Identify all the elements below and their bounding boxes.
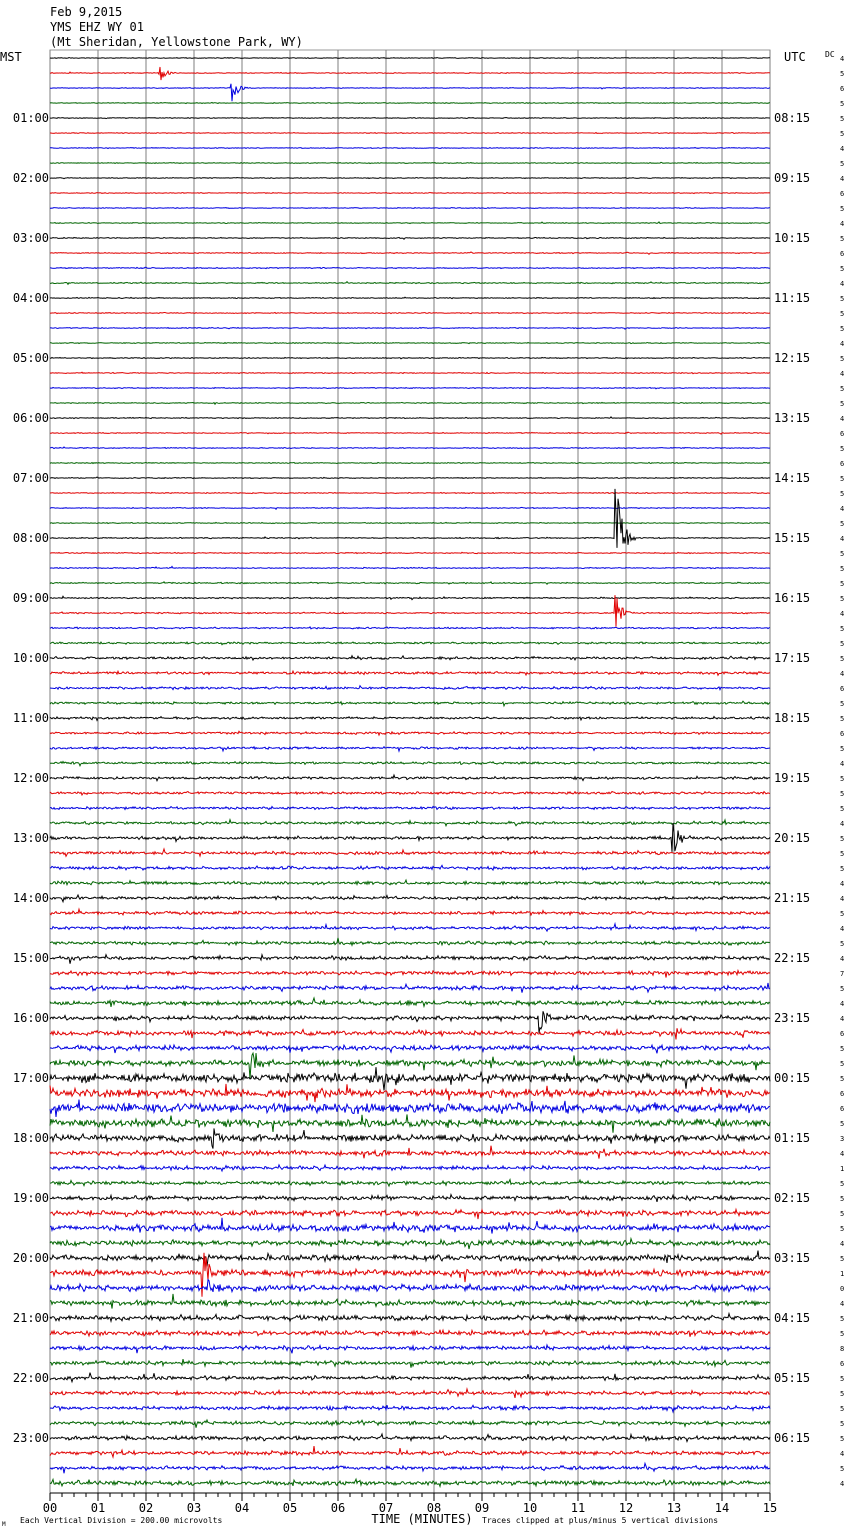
dc-offset-value: 5 (840, 595, 845, 603)
x-tick-label: 11 (570, 1501, 586, 1515)
dc-offset-value: 5 (840, 115, 845, 123)
x-tick-label: 09 (474, 1501, 490, 1515)
mst-hour-label: 03:00 (12, 231, 49, 245)
dc-offset-value: 6 (840, 1090, 845, 1098)
dc-offset-value: 4 (840, 280, 845, 288)
dc-offset-value: 5 (840, 235, 845, 243)
utc-hour-label: 04:15 (774, 1311, 811, 1325)
x-tick-label: 14 (714, 1501, 730, 1515)
dc-offset-value: 5 (840, 1405, 845, 1413)
dc-offset-value: 5 (840, 1045, 845, 1053)
x-tick-label: 01 (90, 1501, 106, 1515)
utc-hour-label: 13:15 (774, 411, 811, 425)
mst-hour-label: 19:00 (12, 1191, 49, 1205)
x-tick-label: 03 (186, 1501, 202, 1515)
utc-hour-label: 20:15 (774, 831, 811, 845)
mst-hour-label: 15:00 (12, 951, 49, 965)
trace-line (50, 58, 770, 59)
mst-hour-label: 17:00 (12, 1071, 49, 1085)
dc-offset-value: 5 (840, 745, 845, 753)
mst-hour-label: 13:00 (12, 831, 49, 845)
utc-hour-label: 08:15 (774, 111, 811, 125)
dc-offset-value: 5 (840, 310, 845, 318)
dc-offset-value: 5 (840, 130, 845, 138)
x-tick-label: 07 (378, 1501, 394, 1515)
mst-hour-label: 06:00 (12, 411, 49, 425)
dc-offset-value: 4 (840, 340, 845, 348)
dc-offset-value: 4 (840, 505, 845, 513)
dc-offset-value: 5 (840, 715, 845, 723)
corner-mark: M (2, 1521, 6, 1528)
utc-hour-label: 02:15 (774, 1191, 811, 1205)
dc-offset-value: 5 (840, 355, 845, 363)
x-tick-label: 12 (618, 1501, 634, 1515)
x-tick-label: 05 (282, 1501, 298, 1515)
x-tick-label: 13 (666, 1501, 682, 1515)
dc-offset-value: 6 (840, 190, 845, 198)
dc-offset-value: 6 (840, 460, 845, 468)
mst-hour-label: 11:00 (12, 711, 49, 725)
dc-offset-value: 5 (840, 1210, 845, 1218)
dc-offset-value: 5 (840, 1330, 845, 1338)
dc-offset-value: 5 (840, 985, 845, 993)
location-label: (Mt Sheridan, Yellowstone Park, WY) (50, 35, 303, 49)
dc-offset-value: 5 (840, 475, 845, 483)
x-tick-label: 08 (426, 1501, 442, 1515)
dc-offset-value: 5 (840, 205, 845, 213)
mst-hour-label: 05:00 (12, 351, 49, 365)
dc-offset-value: 5 (840, 580, 845, 588)
x-tick-label: 04 (234, 1501, 250, 1515)
dc-offset-value: 4 (840, 1300, 845, 1308)
dc-offset-value: 5 (840, 295, 845, 303)
x-tick-label: 02 (138, 1501, 154, 1515)
dc-offset-value: 4 (840, 175, 845, 183)
utc-hour-label: 16:15 (774, 591, 811, 605)
dc-offset-value: 5 (840, 1075, 845, 1083)
trace-line (50, 208, 770, 209)
dc-offset-value: 5 (840, 1120, 845, 1128)
dc-offset-value: 5 (840, 1195, 845, 1203)
mst-hour-label: 23:00 (12, 1431, 49, 1445)
utc-hour-label: 11:15 (774, 291, 811, 305)
mst-hour-label: 07:00 (12, 471, 49, 485)
dc-offset-value: 5 (840, 805, 845, 813)
mst-hour-label: 21:00 (12, 1311, 49, 1325)
mst-hour-label: 08:00 (12, 531, 49, 545)
dc-offset-value: 4 (840, 370, 845, 378)
dc-offset-value: 4 (840, 955, 845, 963)
utc-hour-label: 01:15 (774, 1131, 811, 1145)
dc-offset-value: 5 (840, 100, 845, 108)
dc-offset-value: 4 (840, 820, 845, 828)
utc-hour-label: 06:15 (774, 1431, 811, 1445)
x-tick-label: 06 (330, 1501, 346, 1515)
dc-offset-value: 5 (840, 265, 845, 273)
dc-offset-value: 4 (840, 1015, 845, 1023)
dc-offset-value: 5 (840, 160, 845, 168)
mst-hour-label: 01:00 (12, 111, 49, 125)
dc-offset-value: 4 (840, 1240, 845, 1248)
mst-hour-label: 04:00 (12, 291, 49, 305)
dc-offset-value: 5 (840, 775, 845, 783)
dc-offset-value: 5 (840, 400, 845, 408)
utc-hour-label: 05:15 (774, 1371, 811, 1385)
dc-offset-value: 5 (840, 70, 845, 78)
utc-hour-label: 21:15 (774, 891, 811, 905)
station-label: YMS EHZ WY 01 (50, 20, 144, 34)
utc-hour-label: 22:15 (774, 951, 811, 965)
dc-offset-value: 4 (840, 925, 845, 933)
dc-offset-value: 5 (840, 850, 845, 858)
mst-hour-label: 20:00 (12, 1251, 49, 1265)
dc-offset-value: 6 (840, 85, 845, 93)
dc-offset-value: 5 (840, 550, 845, 558)
dc-offset-value: 4 (840, 220, 845, 228)
dc-offset-value: 5 (840, 325, 845, 333)
dc-offset-value: 4 (840, 1150, 845, 1158)
utc-hour-label: 17:15 (774, 651, 811, 665)
dc-offset-value: 5 (840, 1375, 845, 1383)
x-tick-label: 10 (522, 1501, 538, 1515)
x-axis-title: TIME (MINUTES) (371, 1512, 473, 1526)
utc-hour-label: 09:15 (774, 171, 811, 185)
x-tick-label: 15 (762, 1501, 778, 1515)
dc-offset-value: 6 (840, 685, 845, 693)
dc-offset-value: 1 (840, 1270, 845, 1278)
utc-hour-label: 00:15 (774, 1071, 811, 1085)
dc-label: DC (825, 50, 835, 59)
dc-offset-value: 5 (840, 1060, 845, 1068)
dc-offset-value: 5 (840, 1390, 845, 1398)
dc-offset-value: 4 (840, 1480, 845, 1488)
utc-hour-label: 14:15 (774, 471, 811, 485)
dc-offset-value: 5 (840, 625, 845, 633)
mst-hour-label: 10:00 (12, 651, 49, 665)
dc-offset-value: 7 (840, 970, 845, 978)
dc-offset-value: 8 (840, 1345, 845, 1353)
mst-hour-label: 12:00 (12, 771, 49, 785)
dc-offset-value: 3 (840, 1135, 845, 1143)
dc-offset-value: 5 (840, 640, 845, 648)
dc-offset-value: 4 (840, 1000, 845, 1008)
dc-offset-value: 4 (840, 760, 845, 768)
utc-hour-label: 15:15 (774, 531, 811, 545)
clip-note: Traces clipped at plus/minus 5 vertical divisions (482, 1516, 719, 1525)
dc-offset-value: 5 (840, 565, 845, 573)
x-tick-label: 00 (42, 1501, 58, 1515)
dc-offset-value: 5 (840, 1435, 845, 1443)
dc-offset-value: 5 (840, 1225, 845, 1233)
dc-offset-value: 4 (840, 415, 845, 423)
dc-offset-value: 5 (840, 445, 845, 453)
utc-hour-label: 10:15 (774, 231, 811, 245)
utc-hour-label: 19:15 (774, 771, 811, 785)
utc-axis-label: UTC (784, 50, 806, 64)
dc-offset-value: 5 (840, 910, 845, 918)
mst-hour-label: 22:00 (12, 1371, 49, 1385)
dc-offset-value: 4 (840, 610, 845, 618)
mst-hour-label: 14:00 (12, 891, 49, 905)
dc-offset-value: 5 (840, 1465, 845, 1473)
dc-offset-value: 5 (840, 790, 845, 798)
dc-offset-value: 6 (840, 430, 845, 438)
dc-offset-value: 5 (840, 1420, 845, 1428)
dc-offset-value: 5 (840, 835, 845, 843)
scale-note: Each Vertical Division = 200.00 microvolts (20, 1516, 223, 1525)
dc-offset-value: 5 (840, 385, 845, 393)
dc-offset-value: 4 (840, 55, 845, 63)
utc-hour-label: 18:15 (774, 711, 811, 725)
dc-offset-value: 5 (840, 490, 845, 498)
dc-offset-value: 4 (840, 670, 845, 678)
utc-hour-label: 12:15 (774, 351, 811, 365)
dc-offset-value: 6 (840, 1360, 845, 1368)
utc-hour-label: 23:15 (774, 1011, 811, 1025)
dc-offset-value: 5 (840, 1180, 845, 1188)
date-label: Feb 9,2015 (50, 5, 123, 19)
dc-offset-value: 0 (840, 1285, 845, 1293)
dc-offset-value: 5 (840, 940, 845, 948)
dc-offset-value: 6 (840, 730, 845, 738)
dc-offset-value: 4 (840, 880, 845, 888)
mst-hour-label: 18:00 (12, 1131, 49, 1145)
dc-offset-value: 6 (840, 250, 845, 258)
dc-offset-value: 4 (840, 535, 845, 543)
mst-hour-label: 16:00 (12, 1011, 49, 1025)
mst-axis-label: MST (0, 50, 22, 64)
dc-offset-value: 4 (840, 1450, 845, 1458)
dc-offset-value: 6 (840, 1030, 845, 1038)
dc-offset-value: 5 (840, 1315, 845, 1323)
dc-offset-value: 5 (840, 865, 845, 873)
dc-offset-value: 6 (840, 1105, 845, 1113)
dc-offset-value: 5 (840, 1255, 845, 1263)
dc-offset-value: 5 (840, 655, 845, 663)
dc-offset-value: 5 (840, 520, 845, 528)
dc-offset-value: 4 (840, 895, 845, 903)
mst-hour-label: 02:00 (12, 171, 49, 185)
dc-offset-value: 5 (840, 700, 845, 708)
mst-hour-label: 09:00 (12, 591, 49, 605)
utc-hour-label: 03:15 (774, 1251, 811, 1265)
dc-offset-value: 4 (840, 145, 845, 153)
dc-offset-value: 1 (840, 1165, 845, 1173)
